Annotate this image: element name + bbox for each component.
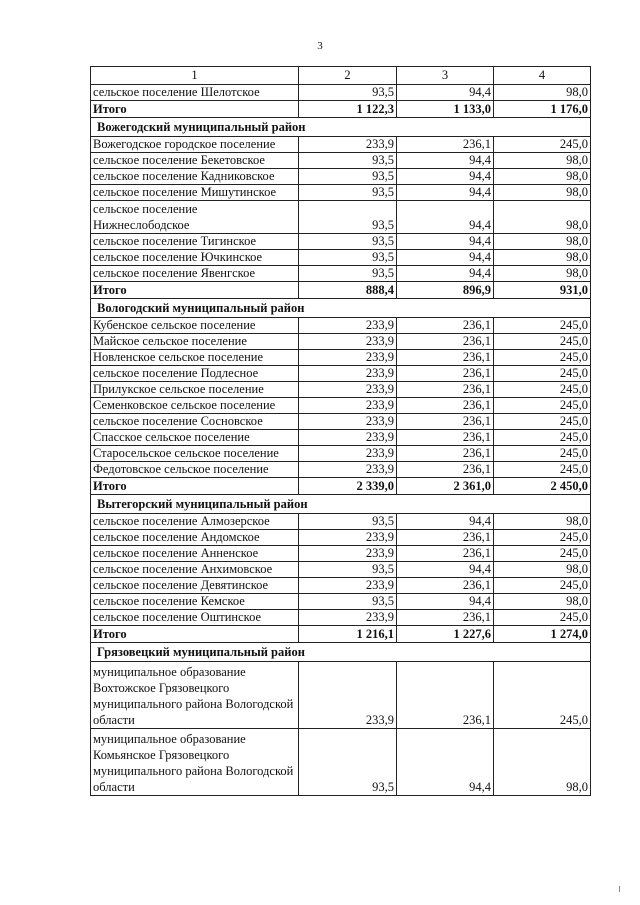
value-col-3: 94,4	[397, 729, 494, 796]
value-col-2: 93,5	[299, 266, 397, 282]
value-col-2: 233,9	[299, 334, 397, 350]
settlement-name: Новленское сельское поселение	[91, 350, 299, 366]
value-col-3: 236,1	[397, 398, 494, 414]
table-row	[91, 250, 591, 266]
table-row	[91, 662, 591, 729]
section-header-row	[91, 643, 591, 662]
value-col-4: 245,0	[494, 350, 591, 366]
value-col-4: 245,0	[494, 462, 591, 478]
value-col-2: 233,9	[299, 430, 397, 446]
value-col-4: 245,0	[494, 578, 591, 594]
settlement-name: сельское поселение Кадниковское	[91, 169, 299, 185]
table-row	[91, 85, 591, 101]
value-col-4: 245,0	[494, 662, 591, 729]
value-col-4: 2 450,0	[494, 478, 591, 495]
total-row	[91, 282, 591, 299]
value-col-2: 1 216,1	[299, 626, 397, 643]
value-col-2: 233,9	[299, 318, 397, 334]
page-number: 3	[317, 40, 323, 52]
value-col-4: 98,0	[494, 185, 591, 201]
table-row	[91, 398, 591, 414]
settlement-name: сельское поселение Бекетовское	[91, 153, 299, 169]
value-col-2: 93,5	[299, 153, 397, 169]
value-col-4: 1 274,0	[494, 626, 591, 643]
settlement-name: Спасское сельское поселение	[91, 430, 299, 446]
value-col-3: 94,4	[397, 250, 494, 266]
table-row	[91, 430, 591, 446]
value-col-3: 94,4	[397, 169, 494, 185]
header-col-1: 1	[91, 67, 299, 85]
value-col-4: 931,0	[494, 282, 591, 299]
value-col-3: 236,1	[397, 578, 494, 594]
value-col-2: 93,5	[299, 250, 397, 266]
value-col-2: 233,9	[299, 137, 397, 153]
table-row	[91, 153, 591, 169]
value-col-2: 2 339,0	[299, 478, 397, 495]
total-label: Итого	[91, 478, 299, 495]
value-col-3: 236,1	[397, 318, 494, 334]
table-header-row	[91, 67, 591, 85]
value-col-3: 94,4	[397, 266, 494, 282]
value-col-4: 98,0	[494, 169, 591, 185]
value-col-2: 93,5	[299, 234, 397, 250]
value-col-3: 236,1	[397, 430, 494, 446]
value-col-4: 98,0	[494, 234, 591, 250]
value-col-2: 93,5	[299, 185, 397, 201]
settlement-name: сельское поселение Мишутинское	[91, 185, 299, 201]
total-row	[91, 478, 591, 495]
value-col-2: 888,4	[299, 282, 397, 299]
value-col-2: 233,9	[299, 530, 397, 546]
section-title: Вологодский муниципальный район	[91, 299, 591, 318]
table-row	[91, 546, 591, 562]
value-col-4: 245,0	[494, 446, 591, 462]
value-col-3: 1 133,0	[397, 101, 494, 118]
value-col-2: 233,9	[299, 414, 397, 430]
table-row	[91, 594, 591, 610]
settlement-name: сельское поселение Андомское	[91, 530, 299, 546]
table-row	[91, 530, 591, 546]
table-row	[91, 610, 591, 626]
value-col-4: 245,0	[494, 137, 591, 153]
settlement-name: сельское поселение Ючкинское	[91, 250, 299, 266]
value-col-4: 245,0	[494, 430, 591, 446]
settlement-name: сельское поселение Нижнеслободское	[91, 201, 299, 234]
settlement-name: сельское поселение Явенгское	[91, 266, 299, 282]
settlement-name: сельское поселение Шелотское	[91, 85, 299, 101]
value-col-2: 233,9	[299, 382, 397, 398]
table-row	[91, 562, 591, 578]
settlement-name: Семенковское сельское поселение	[91, 398, 299, 414]
settlement-name: Федотовское сельское поселение	[91, 462, 299, 478]
section-header-row	[91, 495, 591, 514]
header-col-3: 3	[397, 67, 494, 85]
value-col-3: 236,1	[397, 546, 494, 562]
value-col-4: 98,0	[494, 153, 591, 169]
table-row	[91, 350, 591, 366]
value-col-3: 236,1	[397, 334, 494, 350]
table-row	[91, 414, 591, 430]
value-col-2: 233,9	[299, 462, 397, 478]
value-col-3: 94,4	[397, 594, 494, 610]
value-col-3: 94,4	[397, 153, 494, 169]
value-col-4: 245,0	[494, 318, 591, 334]
value-col-3: 236,1	[397, 662, 494, 729]
table-row	[91, 578, 591, 594]
settlement-name: Прилукское сельское поселение	[91, 382, 299, 398]
table-row	[91, 266, 591, 282]
value-col-2: 93,5	[299, 562, 397, 578]
value-col-3: 94,4	[397, 562, 494, 578]
value-col-2: 233,9	[299, 366, 397, 382]
total-label: Итого	[91, 282, 299, 299]
value-col-2: 233,9	[299, 662, 397, 729]
value-col-4: 98,0	[494, 594, 591, 610]
value-col-4: 98,0	[494, 201, 591, 234]
value-col-4: 98,0	[494, 729, 591, 796]
value-col-3: 236,1	[397, 610, 494, 626]
value-col-3: 236,1	[397, 414, 494, 430]
table-row	[91, 318, 591, 334]
section-title: Грязовецкий муниципальный район	[91, 643, 591, 662]
settlement-name: Майское сельское поселение	[91, 334, 299, 350]
table-row	[91, 185, 591, 201]
value-col-4: 245,0	[494, 366, 591, 382]
value-col-4: 245,0	[494, 546, 591, 562]
settlement-name: Вожегодское городское поселение	[91, 137, 299, 153]
settlement-name: сельское поселение Сосновское	[91, 414, 299, 430]
value-col-3: 94,4	[397, 185, 494, 201]
settlement-name: сельское поселение Анхимовское	[91, 562, 299, 578]
settlement-name: сельское поселение Подлесное	[91, 366, 299, 382]
settlement-name: сельское поселение Алмозерское	[91, 514, 299, 530]
value-col-3: 236,1	[397, 382, 494, 398]
settlement-name: сельское поселение Девятинское	[91, 578, 299, 594]
value-col-2: 93,5	[299, 594, 397, 610]
table-row	[91, 234, 591, 250]
value-col-2: 233,9	[299, 610, 397, 626]
settlement-name: сельское поселение Анненское	[91, 546, 299, 562]
table-row	[91, 382, 591, 398]
value-col-3: 94,4	[397, 201, 494, 234]
settlement-name: муниципальное образование Вохтожское Грязовецкого муниципального района Вологодской области	[91, 662, 299, 729]
value-col-3: 236,1	[397, 366, 494, 382]
table-row	[91, 137, 591, 153]
value-col-2: 93,5	[299, 729, 397, 796]
value-col-2: 1 122,3	[299, 101, 397, 118]
value-col-3: 236,1	[397, 446, 494, 462]
value-col-4: 245,0	[494, 398, 591, 414]
section-header-row	[91, 299, 591, 318]
scan-mark	[619, 886, 620, 892]
value-col-4: 1 176,0	[494, 101, 591, 118]
table-row	[91, 334, 591, 350]
settlement-name: Старосельское сельское поселение	[91, 446, 299, 462]
settlement-name: муниципальное образование Комьянское Грязовецкого муниципального района Вологодской области	[91, 729, 299, 796]
value-col-3: 94,4	[397, 234, 494, 250]
value-col-2: 93,5	[299, 85, 397, 101]
value-col-3: 896,9	[397, 282, 494, 299]
total-label: Итого	[91, 101, 299, 118]
value-col-2: 93,5	[299, 514, 397, 530]
value-col-4: 98,0	[494, 250, 591, 266]
value-col-2: 93,5	[299, 201, 397, 234]
table-row	[91, 514, 591, 530]
value-col-2: 233,9	[299, 350, 397, 366]
table-row	[91, 729, 591, 796]
value-col-2: 233,9	[299, 546, 397, 562]
section-header-row	[91, 118, 591, 137]
value-col-4: 245,0	[494, 610, 591, 626]
header-col-2: 2	[299, 67, 397, 85]
settlement-name: сельское поселение Тигинское	[91, 234, 299, 250]
settlement-name: сельское поселение Кемское	[91, 594, 299, 610]
value-col-4: 245,0	[494, 334, 591, 350]
table-body	[91, 67, 591, 796]
value-col-3: 94,4	[397, 85, 494, 101]
value-col-3: 236,1	[397, 530, 494, 546]
value-col-3: 236,1	[397, 137, 494, 153]
value-col-2: 233,9	[299, 446, 397, 462]
value-col-4: 98,0	[494, 562, 591, 578]
table-row	[91, 169, 591, 185]
table-row	[91, 462, 591, 478]
value-col-3: 94,4	[397, 514, 494, 530]
value-col-3: 1 227,6	[397, 626, 494, 643]
table-row	[91, 446, 591, 462]
section-title: Вытегорский муниципальный район	[91, 495, 591, 514]
value-col-4: 98,0	[494, 266, 591, 282]
value-col-4: 245,0	[494, 414, 591, 430]
value-col-3: 2 361,0	[397, 478, 494, 495]
value-col-2: 233,9	[299, 398, 397, 414]
value-col-3: 236,1	[397, 350, 494, 366]
value-col-3: 236,1	[397, 462, 494, 478]
section-title: Вожегодский муниципальный район	[91, 118, 591, 137]
header-col-4: 4	[494, 67, 591, 85]
value-col-4: 245,0	[494, 530, 591, 546]
table-row	[91, 366, 591, 382]
value-col-4: 98,0	[494, 514, 591, 530]
total-row	[91, 626, 591, 643]
total-row	[91, 101, 591, 118]
table-row	[91, 201, 591, 234]
total-label: Итого	[91, 626, 299, 643]
value-col-2: 233,9	[299, 578, 397, 594]
settlement-name: сельское поселение Оштинское	[91, 610, 299, 626]
allocation-table	[90, 66, 591, 796]
settlement-name: Кубенское сельское поселение	[91, 318, 299, 334]
value-col-4: 98,0	[494, 85, 591, 101]
value-col-2: 93,5	[299, 169, 397, 185]
value-col-4: 245,0	[494, 382, 591, 398]
